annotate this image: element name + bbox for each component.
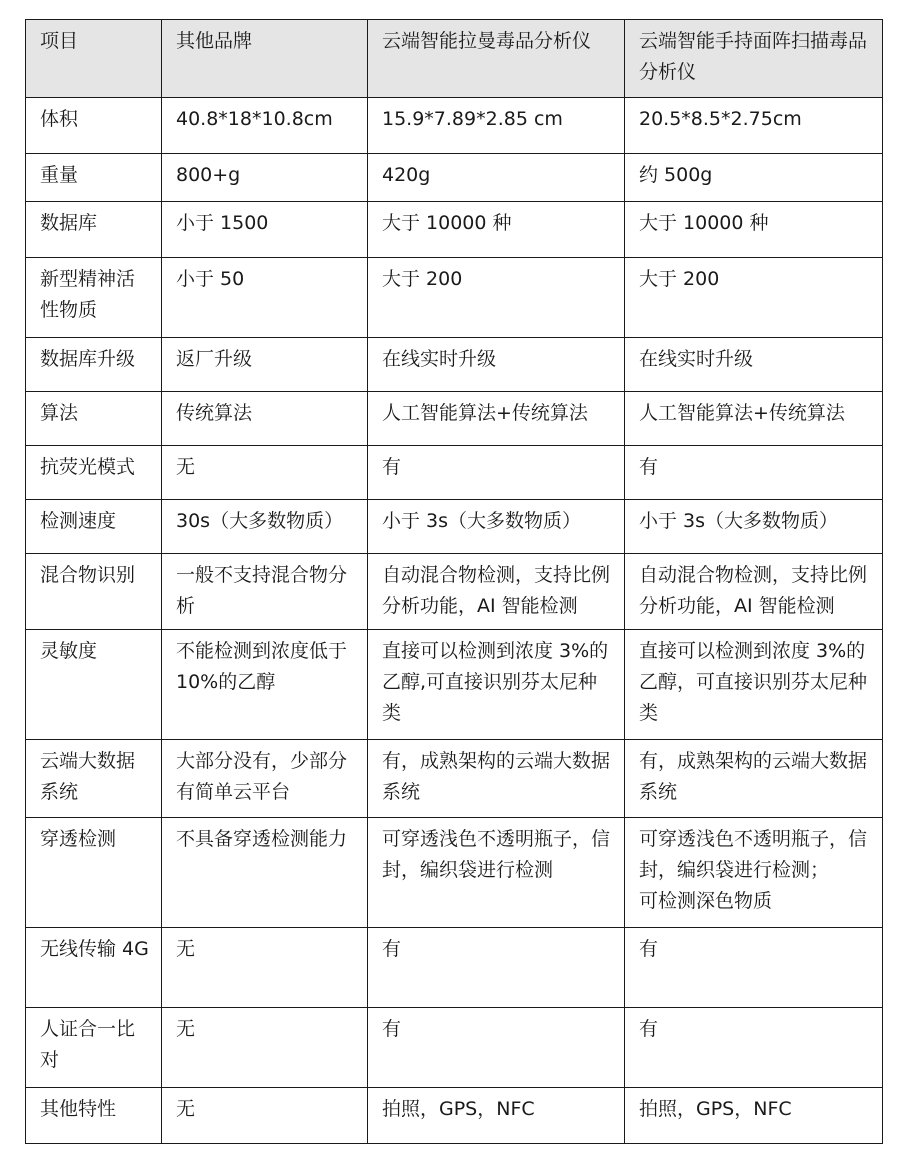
header-cell-raman-analyzer: 云端智能拉曼毒品分析仪 — [368, 20, 625, 98]
table-row — [26, 202, 883, 258]
table-row — [26, 1008, 883, 1088]
cell-item: 数据库升级 — [26, 338, 162, 392]
cell-raman-analyzer: 拍照，GPS，NFC — [368, 1088, 625, 1144]
cell-other-brand: 无 — [162, 928, 368, 1008]
table-row — [26, 554, 883, 630]
cell-other-brand: 30s（大多数物质） — [162, 500, 368, 554]
cell-area-scan-analyzer: 有 — [625, 1008, 883, 1088]
cell-other-brand: 无 — [162, 1088, 368, 1144]
cell-item: 重量 — [26, 154, 162, 202]
cell-area-scan-analyzer: 可穿透浅色不透明瓶子，信封，编织袋进行检测； 可检测深色物质 — [625, 818, 883, 928]
table-row — [26, 338, 883, 392]
cell-raman-analyzer: 有 — [368, 928, 625, 1008]
cell-other-brand: 40.8*18*10.8cm — [162, 98, 368, 154]
cell-item: 云端大数据系统 — [26, 740, 162, 818]
cell-other-brand: 800+g — [162, 154, 368, 202]
cell-raman-analyzer: 有，成熟架构的云端大数据系统 — [368, 740, 625, 818]
cell-area-scan-analyzer: 拍照，GPS，NFC — [625, 1088, 883, 1144]
cell-item: 体积 — [26, 98, 162, 154]
table-row — [26, 630, 883, 740]
cell-raman-analyzer: 可穿透浅色不透明瓶子，信封，编织袋进行检测 — [368, 818, 625, 928]
cell-area-scan-analyzer: 有 — [625, 928, 883, 1008]
table-row — [26, 818, 883, 928]
header-cell-other-brand: 其他品牌 — [162, 20, 368, 98]
cell-raman-analyzer: 大于 10000 种 — [368, 202, 625, 258]
cell-raman-analyzer: 直接可以检测到浓度 3%的乙醇,可直接识别芬太尼种类 — [368, 630, 625, 740]
cell-area-scan-analyzer: 在线实时升级 — [625, 338, 883, 392]
cell-raman-analyzer: 人工智能算法+传统算法 — [368, 392, 625, 446]
table-row — [26, 392, 883, 446]
cell-area-scan-analyzer: 直接可以检测到浓度 3%的乙醇，可直接识别芬太尼种类 — [625, 630, 883, 740]
table-row — [26, 98, 883, 154]
cell-other-brand: 传统算法 — [162, 392, 368, 446]
table-row — [26, 446, 883, 500]
cell-item: 算法 — [26, 392, 162, 446]
cell-item: 无线传输 4G — [26, 928, 162, 1008]
cell-area-scan-analyzer: 自动混合物检测，支持比例分析功能，AI 智能检测 — [625, 554, 883, 630]
cell-other-brand: 无 — [162, 1008, 368, 1088]
cell-raman-analyzer: 小于 3s（大多数物质） — [368, 500, 625, 554]
cell-raman-analyzer: 15.9*7.89*2.85 cm — [368, 98, 625, 154]
table-row — [26, 258, 883, 338]
cell-area-scan-analyzer: 20.5*8.5*2.75cm — [625, 98, 883, 154]
cell-item: 检测速度 — [26, 500, 162, 554]
header-cell-area-scan-analyzer: 云端智能手持面阵扫描毒品分析仪 — [625, 20, 883, 98]
cell-item: 混合物识别 — [26, 554, 162, 630]
cell-other-brand: 大部分没有，少部分有简单云平台 — [162, 740, 368, 818]
cell-raman-analyzer: 420g — [368, 154, 625, 202]
cell-other-brand: 返厂升级 — [162, 338, 368, 392]
header-cell-item: 项目 — [26, 20, 162, 98]
cell-area-scan-analyzer: 大于 10000 种 — [625, 202, 883, 258]
cell-item: 人证合一比对 — [26, 1008, 162, 1088]
cell-item: 抗荧光模式 — [26, 446, 162, 500]
cell-raman-analyzer: 自动混合物检测，支持比例分析功能，AI 智能检测 — [368, 554, 625, 630]
cell-raman-analyzer: 大于 200 — [368, 258, 625, 338]
cell-item: 其他特性 — [26, 1088, 162, 1144]
cell-other-brand: 小于 1500 — [162, 202, 368, 258]
cell-raman-analyzer: 在线实时升级 — [368, 338, 625, 392]
comparison-table — [25, 19, 883, 1144]
table-row — [26, 928, 883, 1008]
table-row — [26, 740, 883, 818]
table-row — [26, 154, 883, 202]
header-row — [26, 20, 883, 98]
cell-area-scan-analyzer: 有 — [625, 446, 883, 500]
table-row — [26, 1088, 883, 1144]
cell-other-brand: 无 — [162, 446, 368, 500]
cell-other-brand: 小于 50 — [162, 258, 368, 338]
cell-area-scan-analyzer: 人工智能算法+传统算法 — [625, 392, 883, 446]
cell-item: 数据库 — [26, 202, 162, 258]
cell-area-scan-analyzer: 约 500g — [625, 154, 883, 202]
cell-raman-analyzer: 有 — [368, 446, 625, 500]
cell-area-scan-analyzer: 大于 200 — [625, 258, 883, 338]
cell-other-brand: 不能检测到浓度低于 10%的乙醇 — [162, 630, 368, 740]
table-row — [26, 500, 883, 554]
cell-raman-analyzer: 有 — [368, 1008, 625, 1088]
cell-item: 灵敏度 — [26, 630, 162, 740]
cell-other-brand: 一般不支持混合物分析 — [162, 554, 368, 630]
cell-other-brand: 不具备穿透检测能力 — [162, 818, 368, 928]
cell-area-scan-analyzer: 有，成熟架构的云端大数据系统 — [625, 740, 883, 818]
cell-area-scan-analyzer: 小于 3s（大多数物质） — [625, 500, 883, 554]
cell-item: 新型精神活性物质 — [26, 258, 162, 338]
cell-item: 穿透检测 — [26, 818, 162, 928]
